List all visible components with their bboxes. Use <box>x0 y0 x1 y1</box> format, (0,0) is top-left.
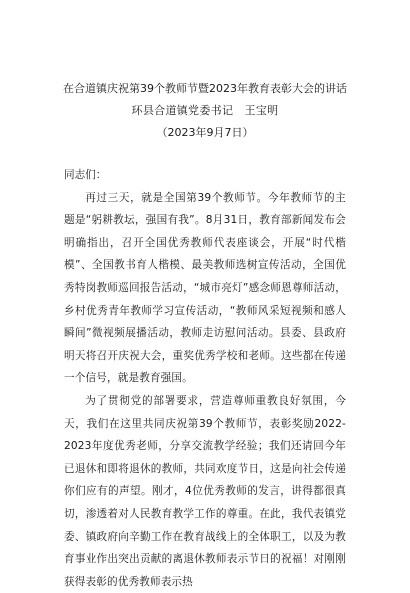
speech-title: 在合道镇庆祝第39个教师节暨2023年教育表彰大会的讲话 <box>63 82 347 95</box>
paragraph-2: 为了贯彻党的部署要求，营造尊师重教良好氛围，今天，我们在这里共同庆祝第39个教师节，表彰奖励2022-2023年度优秀老师，分享交流教学经验；我们还请回今年已退休和即将退休的教师，共同欢度节日，这是向社会传递你们应有的声望。刚才，4位优秀教师的发言，讲得都很真切，渗透着对人民教育教学工作的尊重。在此，我代表镇党委、镇政府向辛勤工作在教育战线上的全体职工，以及为教育事业作出突出贡献的离退休教师表示节日的祝福！对刚刚获得表彰的优秀教师表示热 <box>64 394 346 588</box>
paragraph-1: 再过三天，就是全国第39个教师节。今年教师节的主题是“躬耕教坛，强国有我”。8月31日，教育部新闻发布会明确指出，召开全国优秀教师代表座谈会，开展“时代楷模”、全国教书育人楷模、最美教师选树宣传活动，全国优秀特岗教师巡回报告活动，“城市亮灯”感念师恩尊师活动，乡村优秀青年教师学习宣传活动，“教师风采短视频和感人瞬间”微视频展播活动，教师走访慰问活动。县委、县政府明天将召开庆祝大会，重奖优秀学校和老师。这些都在传递一个信号，就是教育强国。 <box>64 191 346 385</box>
speech-author: 环县合道镇党委书记 王宝明 <box>131 104 279 117</box>
speech-date: （2023年9月7日） <box>156 126 254 139</box>
speech-body <box>64 164 346 593</box>
title-block <box>0 78 410 144</box>
greeting: 同志们： <box>64 169 107 181</box>
